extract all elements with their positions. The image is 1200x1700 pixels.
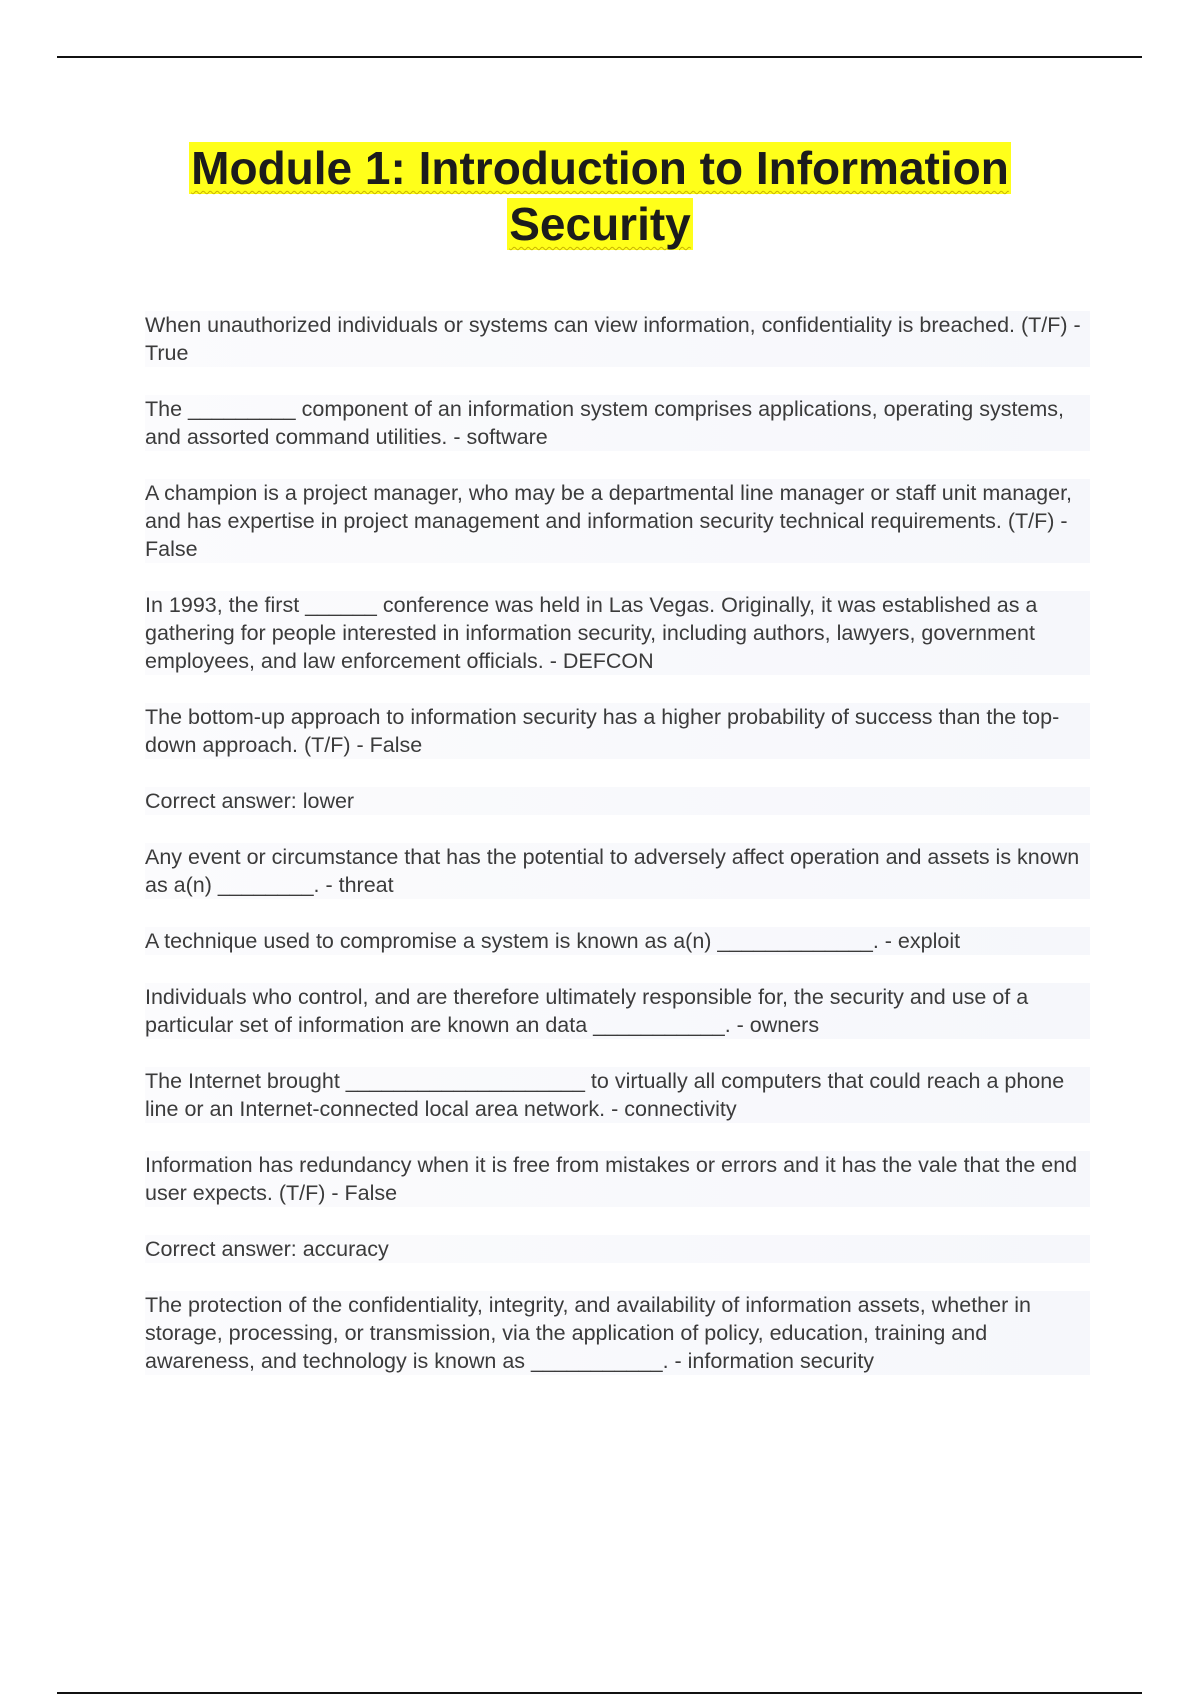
top-rule [57,56,1142,58]
question-item-4: In 1993, the first ______ conference was held in Las Vegas. Originally, it was established as a gathering for people interested in information security, including authors, lawyers, government employees, and law enforcement officials. - DEFCON [145,591,1090,675]
answer-note-2: Correct answer: accuracy [145,1235,1090,1263]
page-title-text: Module 1: Introduction to Information Security [191,142,1009,250]
page-title [160,140,1040,252]
question-item-8: Individuals who control, and are therefore ultimately responsible for, the security and use of a particular set of information are known an data ___________. - owners [145,983,1090,1039]
question-item-2: The _________ component of an information system comprises applications, operating systems, and assorted command utilities. - software [145,395,1090,451]
question-item-11: The protection of the confidentiality, integrity, and availability of information assets, whether in storage, processing, or transmission, via the application of policy, education, training and awareness, and technology is known as ___________. - information security [145,1291,1090,1375]
question-item-6: Any event or circumstance that has the potential to adversely affect operation and assets is known as a(n) ________. - threat [145,843,1090,899]
answer-note-1: Correct answer: lower [145,787,1090,815]
question-item-7: A technique used to compromise a system is known as a(n) _____________. - exploit [145,927,1090,955]
question-item-10: Information has redundancy when it is free from mistakes or errors and it has the vale that the end user expects. (T/F) - False [145,1151,1090,1207]
question-item-1: When unauthorized individuals or systems can view information, confidentiality is breached. (T/F) - True [145,311,1090,367]
title-container [0,140,1200,252]
bottom-rule [57,1692,1142,1694]
question-item-5: The bottom-up approach to information security has a higher probability of success than the top-down approach. (T/F) - False [145,703,1090,759]
question-item-9: The Internet brought ____________________ to virtually all computers that could reach a phone line or an Internet-connected local area network. - connectivity [145,1067,1090,1123]
question-list [145,311,1090,1403]
question-item-3: A champion is a project manager, who may be a departmental line manager or staff unit manager, and has expertise in project management and information security technical requirements. (T/F) - False [145,479,1090,563]
